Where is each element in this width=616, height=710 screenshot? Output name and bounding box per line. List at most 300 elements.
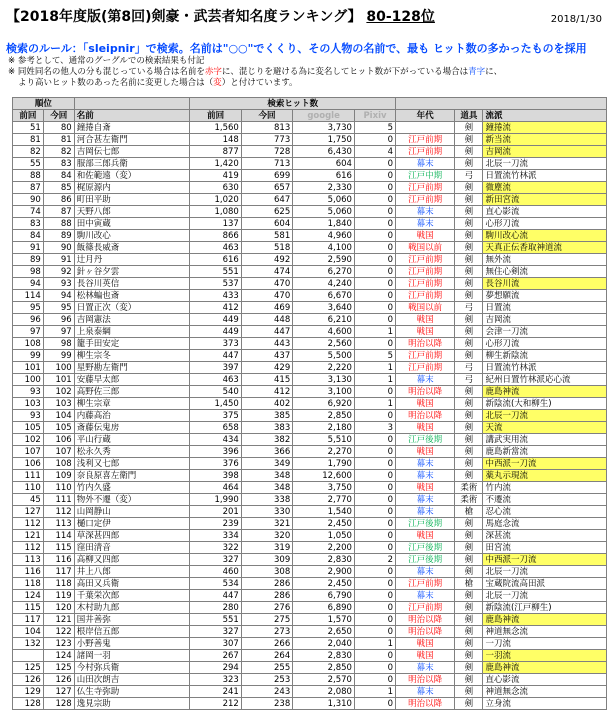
cell-now-hits: 492 [241, 254, 292, 266]
cell-school: 一刀流 [483, 638, 607, 650]
cell-prev-rank: 112 [13, 542, 44, 554]
cell-google-hits: 6,270 [293, 266, 355, 278]
cell-prev-rank: 128 [13, 698, 44, 710]
cell-era: 江戸前期 [396, 266, 455, 278]
cell-weapon: 弓 [455, 170, 483, 182]
ranking-table-wrap [12, 97, 607, 710]
cell-google-hits: 5,060 [293, 206, 355, 218]
cell-now-rank: 106 [43, 434, 74, 446]
cell-google-hits: 1,050 [293, 530, 355, 542]
cell-now-hits: 385 [241, 410, 292, 422]
cell-weapon: 槍 [455, 506, 483, 518]
cell-now-rank: 115 [43, 542, 74, 554]
col-now-rank: 今回 [43, 110, 74, 122]
cell-pixiv-hits: 0 [354, 674, 395, 686]
cell-school: 会津一刀流 [483, 326, 607, 338]
cell-school: 神道無念流 [483, 626, 607, 638]
cell-name: 窪田清音 [74, 542, 190, 554]
table-row [13, 242, 607, 254]
cell-name: 辻月丹 [74, 254, 190, 266]
cell-now-rank: 96 [43, 314, 74, 326]
cell-name: 千葉栄次郎 [74, 590, 190, 602]
cell-prev-rank: 110 [13, 482, 44, 494]
cell-weapon: 弓 [455, 362, 483, 374]
cell-now-rank: 110 [43, 482, 74, 494]
cell-pixiv-hits: 5 [354, 122, 395, 134]
cell-name: 飯篠長威斎 [74, 242, 190, 254]
cell-pixiv-hits: 0 [354, 566, 395, 578]
cell-pixiv-hits: 0 [354, 614, 395, 626]
table-row [13, 590, 607, 602]
col-prev-hits: 前回 [190, 110, 241, 122]
cell-name: 高柳又四郎 [74, 554, 190, 566]
cell-school: 薬丸示現流 [483, 470, 607, 482]
cell-school: 吉岡流 [483, 314, 607, 326]
cell-weapon: 剣 [455, 386, 483, 398]
cell-school: 新陰流(江戸柳生) [483, 602, 607, 614]
cell-weapon: 剣 [455, 530, 483, 542]
table-row [13, 626, 607, 638]
cell-era: 江戸前期 [396, 578, 455, 590]
cell-pixiv-hits: 1 [354, 398, 395, 410]
cell-prev-rank: 129 [13, 686, 44, 698]
search-rule: 検索のルール：「sleipnir」で検索。名前は"○○"でくくり、その人物の名前で、最も ヒット数の多かったものを採用 [6, 42, 587, 55]
cell-name: 長谷川英信 [74, 278, 190, 290]
cell-prev-hits: 1,450 [190, 398, 241, 410]
cell-weapon: 剣 [455, 590, 483, 602]
cell-now-rank: 108 [43, 458, 74, 470]
cell-pixiv-hits: 0 [354, 134, 395, 146]
col-era: 年代 [396, 110, 455, 122]
cell-google-hits: 2,850 [293, 410, 355, 422]
col-pixiv: Pixiv [354, 110, 395, 122]
cell-era: 明治以降 [396, 698, 455, 710]
cell-prev-rank: 100 [13, 374, 44, 386]
cell-now-hits: 264 [241, 650, 292, 662]
cell-name: 木村助九郎 [74, 602, 190, 614]
cell-weapon: 剣 [455, 470, 483, 482]
cell-name: 針ヶ谷夕雲 [74, 266, 190, 278]
cell-era: 戦国 [396, 482, 455, 494]
cell-now-rank: 90 [43, 242, 74, 254]
cell-pixiv-hits: 0 [354, 218, 395, 230]
cell-name: 斎藤伝鬼房 [74, 422, 190, 434]
cell-google-hits: 2,850 [293, 662, 355, 674]
cell-now-hits: 699 [241, 170, 292, 182]
cell-pixiv-hits: 3 [354, 422, 395, 434]
cell-name: 山岡静山 [74, 506, 190, 518]
cell-prev-rank: 106 [13, 458, 44, 470]
cell-google-hits: 3,130 [293, 374, 355, 386]
cell-name: 浅利又七郎 [74, 458, 190, 470]
cell-google-hits: 2,330 [293, 182, 355, 194]
table-row [13, 422, 607, 434]
cell-now-hits: 625 [241, 206, 292, 218]
cell-pixiv-hits: 0 [354, 506, 395, 518]
cell-weapon: 剣 [455, 638, 483, 650]
cell-now-rank: 112 [43, 506, 74, 518]
cell-now-rank: 114 [43, 530, 74, 542]
cell-era: 江戸前期 [396, 350, 455, 362]
cell-pixiv-hits: 1 [354, 374, 395, 386]
col-prev-rank: 前回 [13, 110, 44, 122]
cell-prev-rank: 93 [13, 386, 44, 398]
cell-now-hits: 266 [241, 638, 292, 650]
cell-prev-rank: 103 [13, 398, 44, 410]
cell-google-hits: 3,100 [293, 386, 355, 398]
table-row [13, 530, 607, 542]
cell-now-rank: 125 [43, 662, 74, 674]
cell-google-hits: 2,200 [293, 542, 355, 554]
col-now-hits: 今回 [241, 110, 292, 122]
cell-prev-hits: 280 [190, 602, 241, 614]
cell-prev-hits: 201 [190, 506, 241, 518]
cell-now-hits: 443 [241, 338, 292, 350]
cell-prev-rank: 84 [13, 230, 44, 242]
cell-now-hits: 348 [241, 482, 292, 494]
cell-now-rank: 97 [43, 326, 74, 338]
cell-prev-rank: 94 [13, 278, 44, 290]
cell-school: 忍心流 [483, 506, 607, 518]
cell-prev-rank: 81 [13, 134, 44, 146]
cell-era: 幕末 [396, 506, 455, 518]
cell-pixiv-hits: 0 [354, 170, 395, 182]
table-row [13, 338, 607, 350]
cell-pixiv-hits: 0 [354, 338, 395, 350]
cell-pixiv-hits: 0 [354, 194, 395, 206]
cell-prev-hits: 239 [190, 518, 241, 530]
cell-pixiv-hits: 0 [354, 602, 395, 614]
cell-now-rank: 122 [43, 626, 74, 638]
title-main: 【2018年度版(第8回)剣豪・武芸者知名度ランキング】 [6, 9, 362, 25]
cell-prev-hits: 630 [190, 182, 241, 194]
cell-prev-hits: 322 [190, 542, 241, 554]
cell-name: 内藤高治 [74, 410, 190, 422]
cell-era [396, 122, 455, 134]
table-row [13, 662, 607, 674]
cell-now-rank: 87 [43, 206, 74, 218]
cell-now-hits: 437 [241, 350, 292, 362]
cell-weapon: 剣 [455, 134, 483, 146]
table-row [13, 638, 607, 650]
note-3-red: 変 [213, 78, 222, 88]
cell-prev-hits: 397 [190, 362, 241, 374]
cell-era: 幕末 [396, 158, 455, 170]
cell-era: 幕末 [396, 662, 455, 674]
note-2b: に、混じりを避ける為に変名してヒット数が下がっている場合は [221, 67, 469, 77]
cell-now-rank: 102 [43, 386, 74, 398]
cell-now-hits: 469 [241, 302, 292, 314]
cell-now-hits: 447 [241, 326, 292, 338]
cell-now-rank: 101 [43, 374, 74, 386]
cell-now-hits: 402 [241, 398, 292, 410]
cell-prev-rank: 118 [13, 578, 44, 590]
cell-school: 吉岡流 [483, 146, 607, 158]
cell-now-rank: 83 [43, 158, 74, 170]
table-row [13, 398, 607, 410]
cell-weapon: 剣 [455, 602, 483, 614]
cell-name: 安藤早太郎 [74, 374, 190, 386]
cell-google-hits: 2,650 [293, 626, 355, 638]
cell-school: 日置流竹林派 [483, 362, 607, 374]
cell-school: 新田宮流 [483, 194, 607, 206]
table-row [13, 554, 607, 566]
cell-era: 戦国 [396, 398, 455, 410]
cell-prev-rank: 111 [13, 470, 44, 482]
cell-school: 鹿島神流 [483, 614, 607, 626]
note-2a: ※ 同姓同名の他人の分も混じっている場合は名前を [8, 67, 205, 77]
cell-prev-hits: 1,420 [190, 158, 241, 170]
cell-school: 鹿島神流 [483, 386, 607, 398]
cell-prev-hits: 294 [190, 662, 241, 674]
cell-prev-rank: 104 [13, 626, 44, 638]
cell-era: 江戸前期 [396, 194, 455, 206]
cell-now-hits: 253 [241, 674, 292, 686]
cell-weapon: 剣 [455, 206, 483, 218]
note-1: ※ 参考として、通常のグーグルでの検索結果も付記 [8, 56, 205, 66]
cell-weapon: 剣 [455, 422, 483, 434]
cell-prev-rank: 115 [13, 602, 44, 614]
cell-school: 講武実用流 [483, 434, 607, 446]
cell-name: 山田次朗吉 [74, 674, 190, 686]
cell-era: 幕末 [396, 590, 455, 602]
cell-era: 戦国以前 [396, 302, 455, 314]
cell-now-rank: 86 [43, 194, 74, 206]
cell-google-hits: 2,590 [293, 254, 355, 266]
table-row [13, 158, 607, 170]
cell-era: 幕末 [396, 458, 455, 470]
cell-now-hits: 286 [241, 590, 292, 602]
cell-pixiv-hits: 0 [354, 182, 395, 194]
cell-name: 今村弥兵衛 [74, 662, 190, 674]
cell-pixiv-hits: 0 [354, 578, 395, 590]
cell-now-rank: 117 [43, 566, 74, 578]
cell-now-rank: 127 [43, 686, 74, 698]
table-row [13, 650, 607, 662]
cell-prev-rank: 89 [13, 254, 44, 266]
cell-name: 松永久秀 [74, 446, 190, 458]
table-row [13, 146, 607, 158]
cell-era: 幕末 [396, 470, 455, 482]
cell-prev-hits: 616 [190, 254, 241, 266]
cell-google-hits: 4,100 [293, 242, 355, 254]
cell-pixiv-hits: 0 [354, 458, 395, 470]
table-row [13, 578, 607, 590]
cell-now-hits: 348 [241, 470, 292, 482]
cell-prev-hits: 334 [190, 530, 241, 542]
cell-name: 上泉泰綱 [74, 326, 190, 338]
cell-weapon: 剣 [455, 338, 483, 350]
cell-prev-hits: 323 [190, 674, 241, 686]
cell-google-hits: 5,510 [293, 434, 355, 446]
cell-school: 中西派一刀流 [483, 458, 607, 470]
cell-school: 宝蔵院流高田派 [483, 578, 607, 590]
cell-now-hits: 412 [241, 386, 292, 398]
table-row [13, 458, 607, 470]
cell-prev-hits: 463 [190, 374, 241, 386]
cell-school: 鐘捲流 [483, 122, 607, 134]
table-row [13, 686, 607, 698]
cell-now-rank: 124 [43, 650, 74, 662]
cell-school: 駒川改心流 [483, 230, 607, 242]
cell-prev-hits: 212 [190, 698, 241, 710]
cell-pixiv-hits: 0 [354, 410, 395, 422]
cell-weapon: 剣 [455, 626, 483, 638]
cell-weapon: 剣 [455, 218, 483, 230]
cell-now-rank: 123 [43, 638, 74, 650]
cell-pixiv-hits: 5 [354, 350, 395, 362]
cell-prev-rank: 113 [13, 554, 44, 566]
cell-school: 北辰一刀流 [483, 410, 607, 422]
cell-google-hits: 6,890 [293, 602, 355, 614]
date-label: 2018/1/30 [550, 14, 602, 25]
cell-prev-rank: 132 [13, 638, 44, 650]
cell-google-hits: 1,840 [293, 218, 355, 230]
cell-google-hits: 2,270 [293, 446, 355, 458]
cell-name: 和佐範遠（変） [74, 170, 190, 182]
cell-era: 江戸後期 [396, 554, 455, 566]
cell-weapon: 柔術 [455, 482, 483, 494]
cell-now-rank: 92 [43, 266, 74, 278]
cell-weapon: 弓 [455, 302, 483, 314]
cell-prev-rank: 99 [13, 350, 44, 362]
cell-name: 町田平助 [74, 194, 190, 206]
cell-now-rank: 109 [43, 470, 74, 482]
cell-now-hits: 773 [241, 134, 292, 146]
cell-google-hits: 4,960 [293, 230, 355, 242]
table-row [13, 254, 607, 266]
cell-google-hits: 2,220 [293, 362, 355, 374]
cell-now-rank: 98 [43, 338, 74, 350]
cell-school: 鹿島神流 [483, 662, 607, 674]
page-title [6, 6, 435, 26]
cell-school: 心形刀流 [483, 218, 607, 230]
cell-prev-hits: 241 [190, 686, 241, 698]
cell-pixiv-hits: 0 [354, 302, 395, 314]
cell-name: 河合甚左衛門 [74, 134, 190, 146]
cell-era: 明治以降 [396, 410, 455, 422]
cell-pixiv-hits: 0 [354, 650, 395, 662]
cell-now-hits: 518 [241, 242, 292, 254]
cell-name: 梶原源内 [74, 182, 190, 194]
cell-now-rank: 93 [43, 278, 74, 290]
cell-weapon: 剣 [455, 662, 483, 674]
cell-era: 江戸後期 [396, 518, 455, 530]
cell-now-rank: 128 [43, 698, 74, 710]
cell-prev-hits: 540 [190, 386, 241, 398]
cell-pixiv-hits: 1 [354, 326, 395, 338]
cell-weapon: 剣 [455, 146, 483, 158]
cell-now-rank: 91 [43, 254, 74, 266]
cell-name: 星野勘左衛門 [74, 362, 190, 374]
cell-prev-hits: 148 [190, 134, 241, 146]
cell-era: 戦国 [396, 326, 455, 338]
cell-name: 諸岡一羽 [74, 650, 190, 662]
cell-school: 日置流 [483, 302, 607, 314]
cell-school: 柳生新陰流 [483, 350, 607, 362]
cell-google-hits: 6,210 [293, 314, 355, 326]
cell-google-hits: 4,600 [293, 326, 355, 338]
cell-weapon: 剣 [455, 314, 483, 326]
table-row [13, 434, 607, 446]
table-row [13, 290, 607, 302]
cell-name: 天野八郎 [74, 206, 190, 218]
cell-school: 立身流 [483, 698, 607, 710]
cell-prev-rank: 108 [13, 338, 44, 350]
cell-google-hits: 616 [293, 170, 355, 182]
cell-now-rank: 116 [43, 554, 74, 566]
cell-era: 戦国 [396, 650, 455, 662]
cell-google-hits: 2,570 [293, 674, 355, 686]
cell-era: 江戸前期 [396, 254, 455, 266]
cell-era: 江戸前期 [396, 146, 455, 158]
cell-school: 新当流 [483, 134, 607, 146]
cell-google-hits: 5,500 [293, 350, 355, 362]
table-row [13, 350, 607, 362]
cell-prev-hits: 551 [190, 266, 241, 278]
cell-name: 松林蝙也斎 [74, 290, 190, 302]
cell-era: 幕末 [396, 566, 455, 578]
cell-era: 戦国 [396, 446, 455, 458]
cell-name: 籠手田安定 [74, 338, 190, 350]
cell-now-rank: 88 [43, 218, 74, 230]
cell-now-rank: 113 [43, 518, 74, 530]
cell-prev-hits: 376 [190, 458, 241, 470]
cell-google-hits: 4,240 [293, 278, 355, 290]
cell-now-hits: 581 [241, 230, 292, 242]
cell-school: 直心影流 [483, 674, 607, 686]
cell-google-hits: 2,560 [293, 338, 355, 350]
cell-google-hits: 3,640 [293, 302, 355, 314]
cell-name: 井上八郎 [74, 566, 190, 578]
cell-weapon: 剣 [455, 434, 483, 446]
cell-pixiv-hits: 0 [354, 254, 395, 266]
cell-prev-rank [13, 650, 44, 662]
table-row [13, 602, 607, 614]
cell-weapon: 剣 [455, 182, 483, 194]
cell-prev-hits: 412 [190, 302, 241, 314]
cell-pixiv-hits: 0 [354, 494, 395, 506]
cell-era: 幕末 [396, 206, 455, 218]
cell-weapon: 剣 [455, 158, 483, 170]
cell-weapon: 剣 [455, 122, 483, 134]
cell-pixiv-hits: 0 [354, 698, 395, 710]
col-weapon: 道具 [455, 110, 483, 122]
cell-now-hits: 382 [241, 434, 292, 446]
cell-pixiv-hits: 1 [354, 362, 395, 374]
cell-era: 明治以降 [396, 626, 455, 638]
table-row [13, 614, 607, 626]
cell-now-hits: 474 [241, 266, 292, 278]
table-row [13, 218, 607, 230]
cell-prev-rank: 107 [13, 446, 44, 458]
table-row [13, 374, 607, 386]
cell-prev-rank: 125 [13, 662, 44, 674]
cell-now-rank: 121 [43, 614, 74, 626]
cell-now-hits: 728 [241, 146, 292, 158]
cell-era: 幕末 [396, 218, 455, 230]
cell-school: 心形刀流 [483, 338, 607, 350]
cell-now-hits: 349 [241, 458, 292, 470]
cell-now-hits: 813 [241, 122, 292, 134]
cell-weapon: 弓 [455, 374, 483, 386]
cell-google-hits: 2,040 [293, 638, 355, 650]
cell-name: 草深甚四郎 [74, 530, 190, 542]
cell-google-hits: 1,790 [293, 458, 355, 470]
cell-google-hits: 2,450 [293, 578, 355, 590]
cell-now-hits: 286 [241, 578, 292, 590]
cell-now-hits: 238 [241, 698, 292, 710]
